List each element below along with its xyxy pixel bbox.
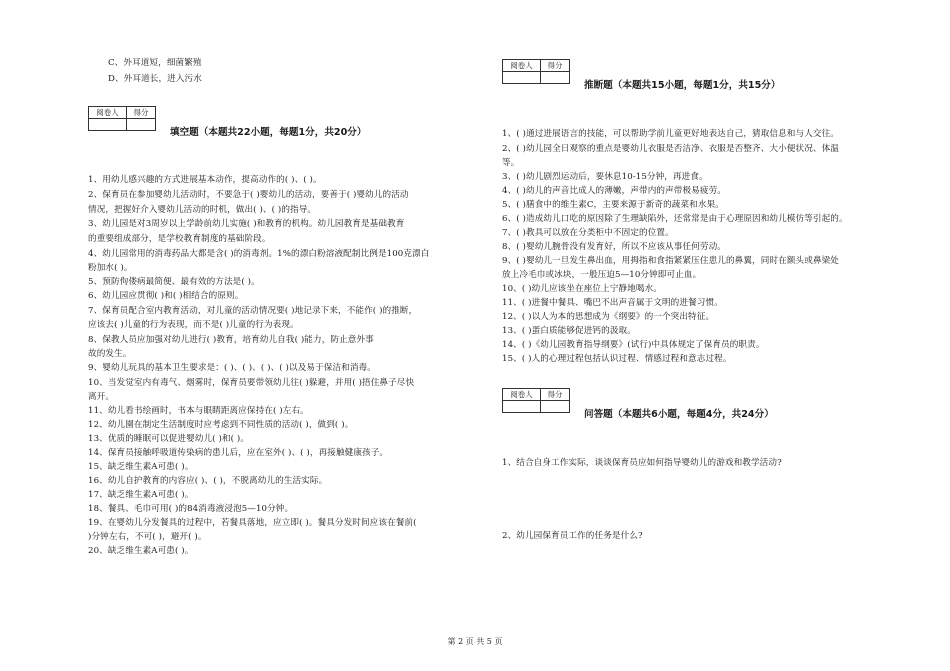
fill-line: 粉加水( )。 xyxy=(88,263,133,273)
judge-line: 12、( )以人为本的思想成为《纲要》的一个突出特征。 xyxy=(502,312,715,322)
fill-line: )分钟左右，不可( )，避开( )。 xyxy=(88,532,207,542)
judge-line: 2、( )幼儿园全日观察的重点是婴幼儿衣服是否洁净、衣服是否整齐、大小便状况、体温 xyxy=(502,144,839,154)
judge-line: 3、( )幼儿剧烈运动后，要休息10-15分钟，再进食。 xyxy=(502,172,708,182)
fill-line: 3、幼儿园是对3周岁以上学龄前幼儿实施( )和教育的机构。幼儿园教育是基础教育 xyxy=(88,219,405,229)
fill-line: 11、幼儿看书绘画时，书本与眼睛距离应保持在( )左右。 xyxy=(88,406,309,416)
fill-line: 15、缺乏维生素A可患( )。 xyxy=(88,462,194,472)
fill-line: 13、优质的睡眠可以促进婴幼儿( )和( )。 xyxy=(88,434,250,444)
score-cell xyxy=(127,119,156,131)
score-box-fill xyxy=(88,106,156,131)
reviewer-cell xyxy=(503,401,541,413)
fill-line: 离开。 xyxy=(88,392,115,402)
fill-line: 16、幼儿自护教育的内容应( )、( )，不脱离幼儿的生活实际。 xyxy=(88,476,328,486)
reviewer-cell xyxy=(89,119,127,131)
fill-line: 9、婴幼儿玩具的基本卫生要求是：( )、( )、( )、( )以及易于保洁和消毒。 xyxy=(88,363,376,373)
judge-line: 15、( )人的心理过程包括认识过程、情感过程和意志过程。 xyxy=(502,354,732,364)
fill-line: 故的发生。 xyxy=(88,349,132,359)
judge-line: 11、( )进餐中餐具、嘴巴不出声音属于文明的进餐习惯。 xyxy=(502,298,723,308)
judge-line: 14、( )《幼儿园教育指导纲要》(试行)中具体规定了保育员的职责。 xyxy=(502,340,765,350)
judge-section-title: 推断题（本题共15小题，每题1分，共15分） xyxy=(584,80,781,91)
judge-line: 4、( )幼儿的声音比成人的薄嫩，声带内的声带极易疲劳。 xyxy=(502,186,726,196)
fill-line: 17、缺乏维生素A可患( )。 xyxy=(88,490,194,500)
judge-line: 13、( )蛋白质能够促进钙的汲取。 xyxy=(502,326,636,336)
reviewer-label: 阅卷人 xyxy=(89,107,127,119)
score-box-judge xyxy=(502,59,570,84)
prev-option-d: D、外耳道长，进入污水 xyxy=(108,74,202,84)
reviewer-label: 阅卷人 xyxy=(503,389,541,401)
fill-line: 14、保育员接触呼吸道传染病的患儿后，应在室外( )、( )，再接触健康孩子。 xyxy=(88,448,389,458)
fill-line: 5、预防佝偻病最简便、最有效的方法是( )。 xyxy=(88,277,260,287)
page-footer: 第 2 页 共 5 页 xyxy=(447,637,503,646)
fill-line: 7、保育员配合室内教育活动，对儿童的活动情况要( )地记录下来，不能作( )的推断， xyxy=(88,306,418,316)
score-label: 得分 xyxy=(127,107,156,119)
reviewer-cell xyxy=(503,72,541,84)
reviewer-label: 阅卷人 xyxy=(503,60,541,72)
fill-line: 1、用幼儿感兴趣的方式进展基本动作，提高动作的( )、( )。 xyxy=(88,175,322,185)
score-box-qa xyxy=(502,388,570,413)
fill-line: 应该去( )儿童的行为表现，而不是( )儿童的行为表现。 xyxy=(88,320,299,330)
fill-section-title: 填空题（本题共22小题，每题1分，共20分） xyxy=(170,127,367,138)
judge-line: 放上冷毛巾或冰块，一般压迫5—10分钟即可止血。 xyxy=(502,270,702,280)
score-cell xyxy=(541,72,570,84)
fill-line: 6、幼儿园应贯彻( )和( )相结合的原则。 xyxy=(88,291,244,301)
judge-line: 5、( )膳食中的维生素C，主要来源于新奇的蔬菜和水果。 xyxy=(502,200,724,210)
fill-line: 情况，把握好介入婴幼儿活动的时机，做出( )、( )的指导。 xyxy=(88,205,317,215)
qa-section-title: 问答题（本题共6小题，每题4分，共24分） xyxy=(584,409,774,420)
judge-line: 9、( )婴幼儿一旦发生鼻出血，用拇指和食指紧紧压住患儿的鼻翼，同时在额头或鼻梁处 xyxy=(502,256,839,266)
judge-line: 1、( )通过进展语言的技能，可以帮助学前儿童更好地表达自己，猜取信息和与人交往。 xyxy=(502,129,839,139)
fill-line: 2、保育员在参加婴幼儿活动时，不要急于( )婴幼儿的活动，要善于( )婴幼儿的活动 xyxy=(88,190,409,200)
fill-line: 4、幼儿园常用的消毒药品大都是含( )的消毒剂。1%的漂白粉溶液配制比例是100克漂白 xyxy=(88,249,430,259)
fill-line: 19、在婴幼儿分发餐具的过程中，若餐具落地，应立即( )。餐具分发时间应该在餐前( xyxy=(88,518,417,528)
score-cell xyxy=(541,401,570,413)
fill-line: 10、当发觉室内有毒气、烟雾时，保育员要带领幼儿往( )躲避，并用( )捂住鼻子尽快 xyxy=(88,378,415,388)
judge-line: 等。 xyxy=(502,158,520,168)
score-label: 得分 xyxy=(541,60,570,72)
prev-option-c: C、外耳道短，细菌繁殖 xyxy=(108,58,202,68)
fill-line: 12、幼儿園在制定生活制度时应考虑到不同性质的活动( )，做到( )。 xyxy=(88,420,354,430)
judge-line: 10、( )幼儿应该坐在座位上宁静地喝水。 xyxy=(502,284,662,294)
judge-line: 8、( )婴幼儿腕骨没有发育好，所以不应该从事任何劳动。 xyxy=(502,242,726,252)
fill-line: 8、保教人员应加强对幼儿进行( )教育，培育幼儿自我( )能力，防止意外事 xyxy=(88,335,374,345)
judge-line: 7、( )教具可以放在分类柜中不固定的位置。 xyxy=(502,228,674,238)
fill-line: 18、餐具、毛巾可用( )的84消毒液浸泡5—10分钟。 xyxy=(88,504,294,514)
qa-question: 1、结合自身工作实际，谈谈保育员应如何指导婴幼儿的游戏和教学活动? xyxy=(502,458,782,468)
fill-line: 的重要组成部分，是学校教育制度的基础阶段。 xyxy=(88,234,271,244)
score-label: 得分 xyxy=(541,389,570,401)
judge-line: 6、( )造成幼儿口吃的原因除了生理缺陷外，还常常是由于心理原因和幼儿模仿等引起的。 xyxy=(502,214,848,224)
fill-line: 20、缺乏维生素A可患( )。 xyxy=(88,546,194,556)
qa-question: 2、幼儿园保育员工作的任务是什么? xyxy=(502,531,643,541)
